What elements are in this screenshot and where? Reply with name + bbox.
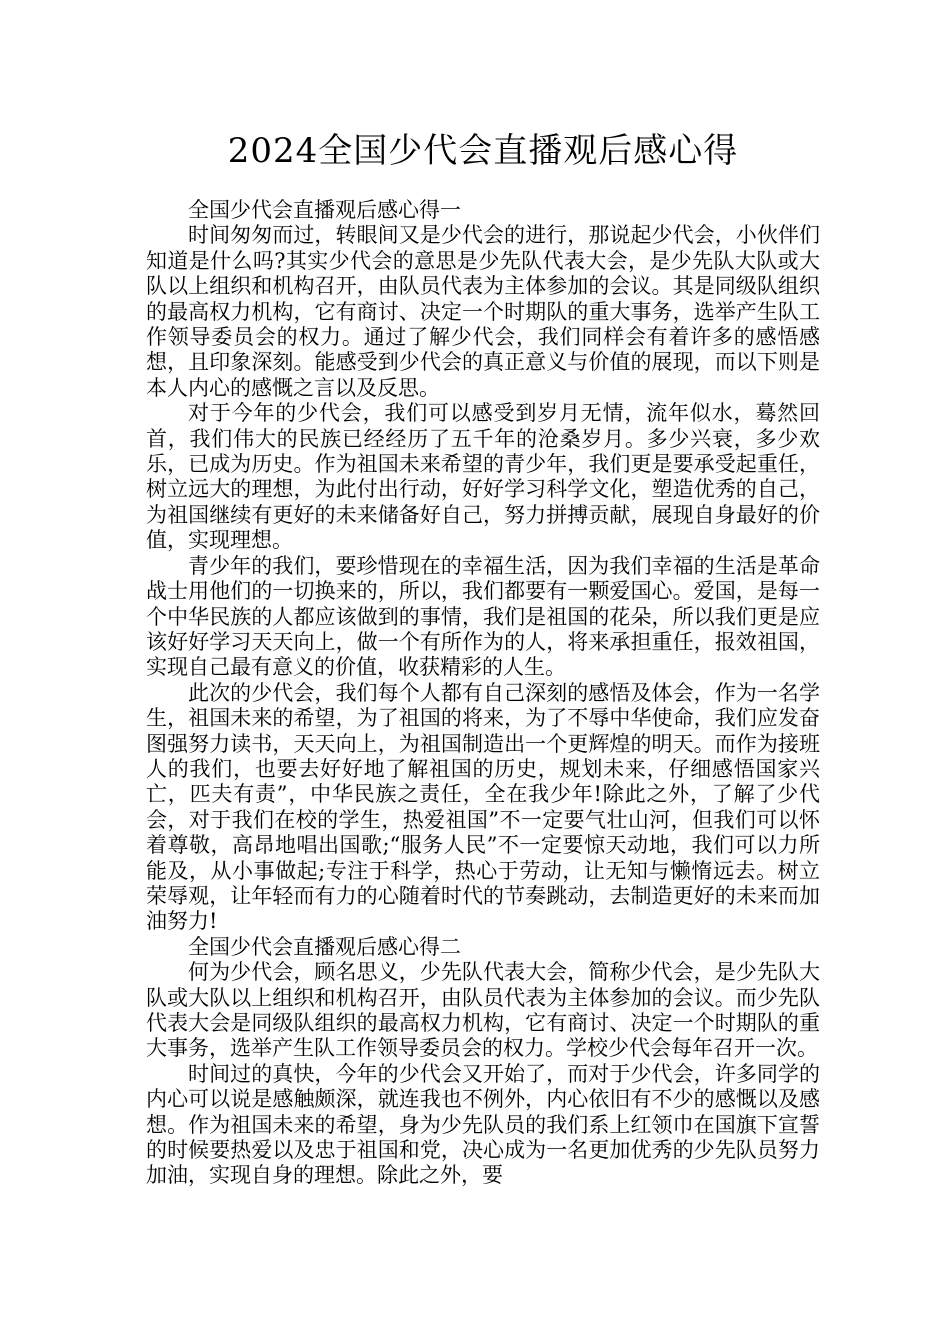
document-page bbox=[146, 128, 820, 1189]
section-heading-2: 全国少代会直播观后感心得二 bbox=[188, 934, 461, 959]
paragraph: 青少年的我们，要珍惜现在的幸福生活，因为我们幸福的生活是革命战士用他们的一切换来的，所以，我们都要有一颗爱国心。爱国，是每一个中华民族的人都应该做到的事情，我们是祖国的花朵，所以我们更是应该好好学习天天向上，做一个有所作为的人，将来承担重任，报效祖国，实现自己最有意义的价值，收获精彩的人生。 bbox=[146, 553, 820, 680]
paragraph: 此次的少代会，我们每个人都有自己深刻的感悟及体会，作为一名学生，祖国未来的希望，为了祖国的将来，为了不辱中华使命，我们应发奋图强努力读书，天天向上，为祖国制造出一个更辉煌的明天。而作为接班人的我们，也要去好好地了解祖国的历史，规划未来，仔细感悟国家兴亡，匹夫有责”，中华民族之责任，全在我少年!除此之外，了解了少代会，对于我们在校的学生，热爱祖国”不一定要气壮山河，但我们可以怀着尊敬，高昂地唱出国歌;“服务人民”不一定要惊天动地，我们可以力所能及，从小事做起;专注于科学，热心于劳动，让无知与懒惰远去。树立荣辱观，让年轻而有力的心随着时代的节奏跳动，去制造更好的未来而加油努力! bbox=[146, 680, 820, 934]
document-title: 2024全国少代会直播观后感心得 bbox=[227, 131, 739, 171]
paragraph: 何为少代会，顾名思义，少先队代表大会，简称少代会，是少先队大队或大队以上组织和机构召开，由队员代表为主体参加的会议。而少先队代表大会是同级队组织的最高权力机构，它有商讨、决定一个时期队的重大事务，选举产生队工作领导委员会的权力。学校少代会每年召开一次。 bbox=[146, 960, 820, 1061]
section-heading-1: 全国少代会直播观后感心得一 bbox=[188, 198, 461, 222]
paragraph: 时间过的真快，今年的少代会又开始了，而对于少代会，许多同学的内心可以说是感触颇深，就连我也不例外，内心依旧有不少的感慨以及感想。作为祖国未来的希望，身为少先队员的我们系上红领巾在国旗下宣誓的时候要热爱以及忠于祖国和党，决心成为一名更加优秀的少先队员努力加油，实现自身的理想。除此之外，要 bbox=[146, 1061, 820, 1188]
paragraph: 对于今年的少代会，我们可以感受到岁月无情，流年似水，蓦然回首，我们伟大的民族已经经历了五千年的沧桑岁月。多少兴衰，多少欢乐，已成为历史。作为祖国未来希望的青少年，我们更是要承受起重任，树立远大的理想，为此付出行动，好好学习科学文化，塑造优秀的自己，为祖国继续有更好的未来储备好自己，努力拼搏贡献，展现自身最好的价值，实现理想。 bbox=[146, 401, 820, 553]
paragraph: 时间匆匆而过，转眼间又是少代会的进行，那说起少代会，小伙伴们知道是什么吗?其实少代会的意思是少先队代表大会，是少先队大队或大队以上组织和机构召开，由队员代表为主体参加的会议。其是同级队组织的最高权力机构，它有商讨、决定一个时期队的重大事务，选举产生队工作领导委员会的权力。通过了解少代会，我们同样会有着许多的感悟感想，且印象深刻。能感受到少代会的真正意义与价值的展现，而以下则是本人内心的感慨之言以及反思。 bbox=[146, 223, 820, 400]
